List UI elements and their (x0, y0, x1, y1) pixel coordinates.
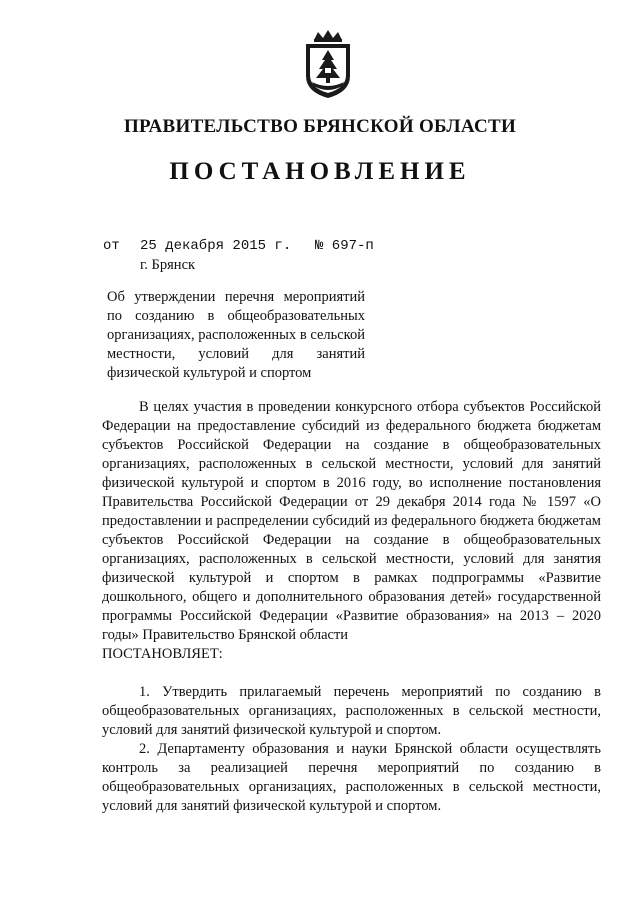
government-title: ПРАВИТЕЛЬСТВО БРЯНСКОЙ ОБЛАСТИ (123, 116, 517, 137)
document-number: № 697-п (315, 238, 374, 254)
preamble-paragraph: В целях участия в проведении конкурсного отбора субъектов Российской Федерации на предоставление субсидий из федерального бюджета бюджетам субъектов Российской Федерации на создание в общеобразовательных организациях, расположенных в сельской местности, условий для занятий физической культурой и спортом в 2016 году, во исполнение постановления Правительства Российской Федерации от 29 декабря 2014 года № 1597 «О предоставлении и распределении субсидий из федерального бюджета бюджетам субъектов Российской Федерации на создание в общеобразовательных организациях, расположенных в сельской местности, условий для занятия физической культурой и спортом в рамках подпрограммы «Развитие дошкольного, общего и дополнительного образования детей» государственной программы Российской Федерации «Развитие образования» на 2013 – 2020 годы» Правительство Брянской области (102, 399, 601, 643)
decree-word: ПОСТАНОВЛЯЕТ: (102, 646, 223, 662)
coat-of-arms-icon (300, 30, 356, 100)
document-body (102, 398, 601, 816)
list-item: 2. Департаменту образования и науки Брянской области осуществлять контроль за реализацией перечня мероприятий по созданию в общеобразовательных организациях, расположенных в сельской местности, условий для занятий физической культурой и спортом. (102, 741, 601, 814)
document-date: 25 декабря 2015 г. (140, 238, 292, 254)
list-item: 1. Утвердить прилагаемый перечень мероприятий по созданию в общеобразовательных организациях, расположенных в сельской местности, условий для занятий физической культурой и спортом. (102, 684, 601, 738)
document-type-title: ПОСТАНОВЛЕНИЕ (169, 158, 471, 185)
document-subject: Об утверждении перечня мероприятий по созданию в общеобразовательных организациях, расположенных в сельской местности, условий для занятий физической культурой и спортом (107, 289, 365, 381)
date-prefix-label: от (103, 238, 120, 254)
document-city: г. Брянск (140, 257, 196, 273)
